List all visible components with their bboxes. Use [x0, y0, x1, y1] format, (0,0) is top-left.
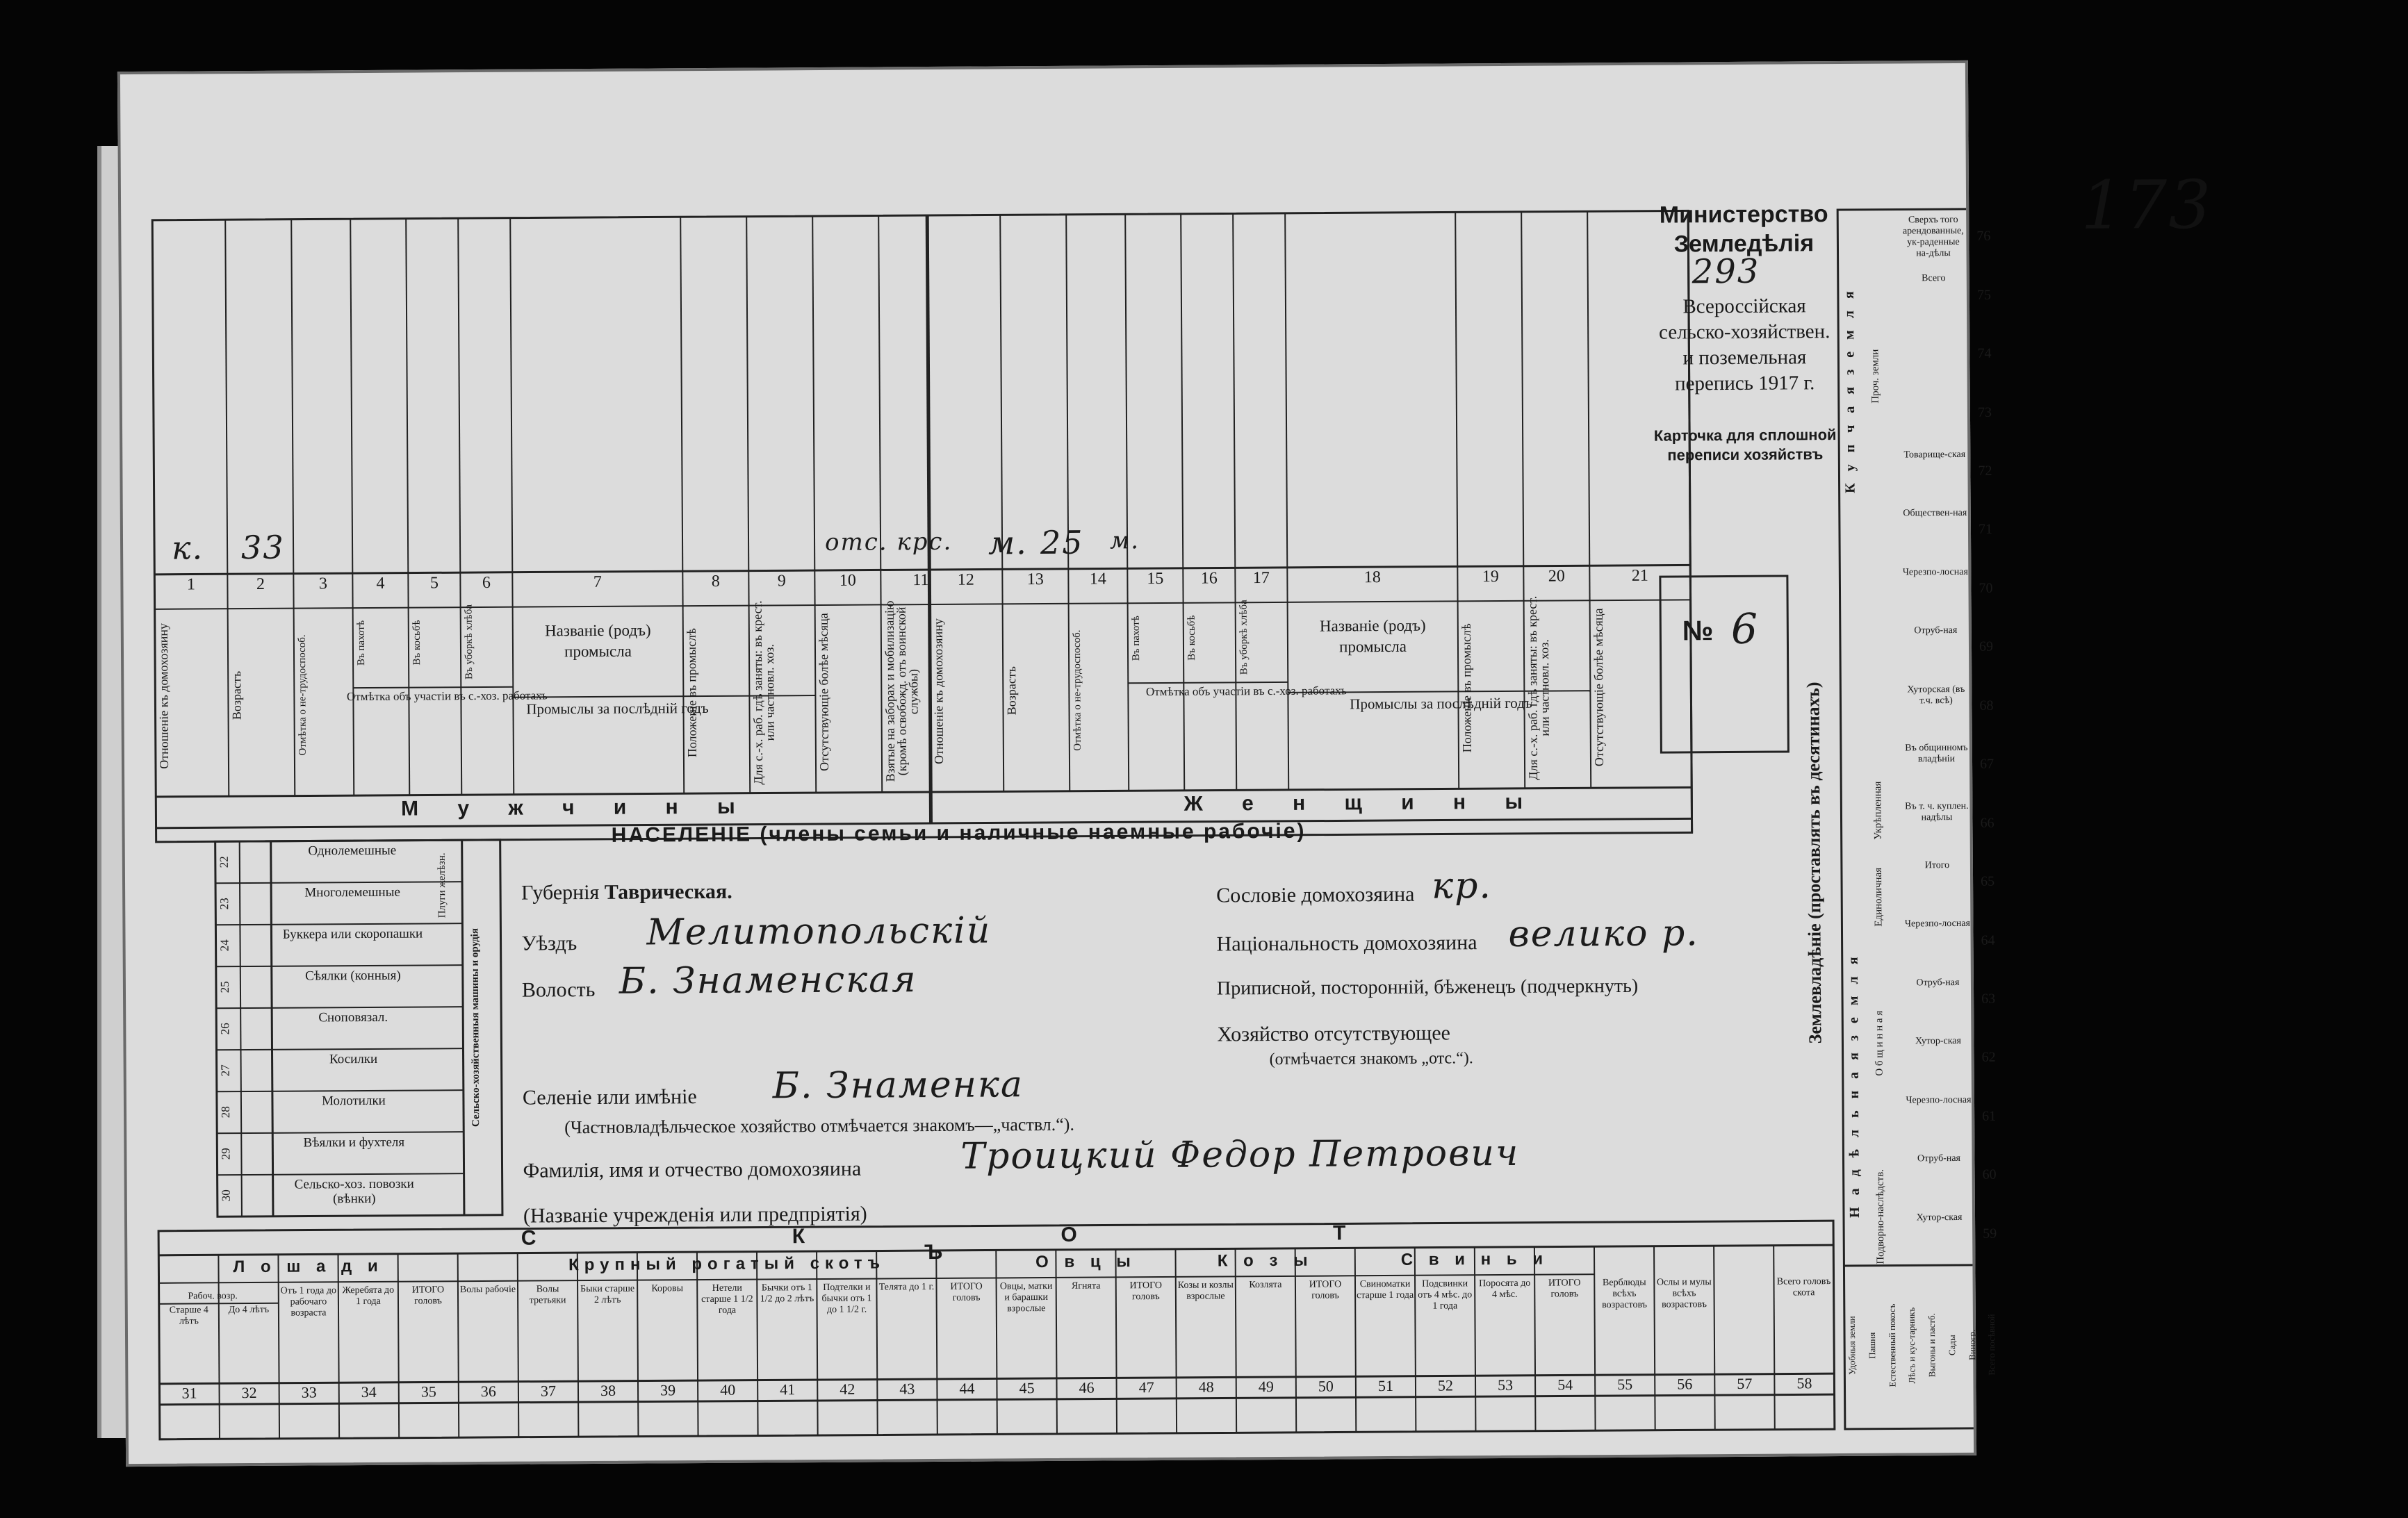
livestock-col-number: 33	[301, 1383, 317, 1401]
women-col-number: 15	[1147, 569, 1164, 588]
livestock-col-label: Козлята	[1249, 1279, 1282, 1291]
livestock-col-number: 52	[1437, 1376, 1454, 1394]
livestock-col-number: 40	[720, 1380, 736, 1399]
men-col-number: 11	[912, 571, 929, 590]
implement-number: 23	[218, 898, 231, 910]
livestock-group-label: Крупный рогатый скотъ	[568, 1253, 886, 1275]
women-col-label: Въ пахотѣ	[1130, 615, 1142, 661]
livestock-col-number: 45	[1019, 1379, 1035, 1397]
women-col-number: 13	[1026, 570, 1044, 589]
men-col-number: 8	[711, 572, 720, 591]
land-col-label: Черезпо-лосная	[1902, 566, 1968, 578]
land-col-number: 76	[1976, 228, 1991, 245]
livestock-col-label: Волы третьяки	[529, 1284, 566, 1306]
men-col-number: 4	[376, 574, 385, 593]
absent-note: (отмѣчается знакомъ „отс.“).	[1269, 1049, 1473, 1069]
land-col-number: 74	[1977, 345, 1992, 361]
handwritten-relation: к.	[171, 529, 204, 567]
land-col-number: 68	[1979, 698, 1994, 713]
archive-number: 173	[2080, 165, 2213, 245]
obsh-label: О б щ и н н а я	[1874, 1010, 1885, 1076]
livestock-group-label: О в ц ы	[1035, 1252, 1136, 1272]
men-col-label: Отсутствующіе болѣе мѣсяца	[816, 613, 832, 771]
livestock-col-number: 51	[1377, 1376, 1394, 1395]
men-col-label: Взятые на заборах и мобилизацію (кромѣ освобожд. отъ воинской службы)	[882, 600, 921, 782]
card-number-value: 6	[1730, 604, 1760, 654]
podvor-label: Подворно-наслѣдств.	[1874, 1169, 1887, 1265]
ministry-title: Министерство Земледѣлія	[1659, 201, 1828, 258]
implement-label: Вѣялки и фухтеля	[303, 1135, 405, 1150]
horses-subheader: Рабоч. возр.	[188, 1291, 238, 1302]
women-participation-subheader: Отмѣтка объ участіи въ с.-хоз. работахъ	[1145, 684, 1347, 699]
implement-number: 22	[217, 856, 231, 868]
land-col-label: Хутор-ская	[1915, 1036, 1961, 1047]
land-col-label: Хуторская (въ т.ч. всѣ)	[1907, 684, 1965, 706]
livestock-col-number: 31	[181, 1384, 197, 1402]
men-col-label: Положеніе въ промыслѣ	[684, 628, 699, 758]
soslovie-value: кр.	[1431, 865, 1493, 907]
livestock-col-number: 48	[1198, 1378, 1214, 1396]
land-col-label: Итого	[1924, 859, 1950, 871]
men-col-label: Въ пахотѣ	[355, 620, 368, 666]
men-col-label: Отмѣтка о не-трудоспособ.	[296, 634, 309, 756]
edinol-label: Единоличная	[1872, 868, 1885, 927]
livestock-col-number: 58	[1796, 1374, 1812, 1392]
men-col-number: 5	[429, 574, 439, 593]
livestock-group-label: К о з ы	[1217, 1251, 1313, 1271]
livestock-col-number: 50	[1318, 1377, 1334, 1395]
land-col-label: Товарище-ская	[1903, 449, 1966, 461]
livestock-col-label: Всего головъ скота	[1776, 1276, 1831, 1298]
land-footer-label: Пашня	[1866, 1332, 1878, 1359]
men-col-number: 1	[186, 575, 195, 594]
livestock-col-number: 34	[361, 1383, 377, 1401]
land-footer-label: Всего посѣвной	[1986, 1314, 1997, 1376]
women-col-number: 19	[1482, 568, 1499, 586]
volost-value: Б. Знаменская	[619, 959, 917, 1003]
livestock-col-label: Овцы, матки и барашки взрослые	[999, 1280, 1053, 1314]
livestock-col-label: Бычки отъ 1 1/2 до 2 лѣтъ	[760, 1282, 814, 1305]
men-col-number: 7	[593, 572, 602, 591]
land-col-number: 71	[1978, 522, 1993, 538]
livestock-col-label: Козы и козлы взрослые	[1177, 1280, 1234, 1302]
land-col-label: Сверхъ того арендованные, ук-раденные на-дѣлы	[1902, 214, 1964, 259]
livestock-col-number: 36	[480, 1382, 496, 1400]
land-footer-label: Лѣсъ и кус-тарникъ	[1906, 1307, 1917, 1384]
implements-title: Сельско-хозяйственныя машины и орудія	[469, 927, 482, 1128]
livestock-col-label: Ослы и мулы всѣхъ возрастовъ	[1656, 1277, 1712, 1310]
livestock-col-number: 43	[899, 1380, 915, 1398]
women-col-label: Отмѣтка о не-трудоспособ.	[1071, 629, 1083, 751]
women-col-number: 21	[1631, 566, 1648, 585]
livestock-col-number: 46	[1079, 1378, 1095, 1396]
livestock-col-label: ИТОГО головъ	[1548, 1278, 1581, 1300]
handwritten-age: 33	[240, 528, 285, 567]
women-col-number: 20	[1548, 567, 1565, 586]
livestock-col-number: 37	[540, 1382, 557, 1400]
men-col-label: Въ косьбѣ	[411, 619, 423, 666]
volost-field: Волость	[521, 977, 596, 1002]
land-col-number: 69	[1979, 639, 1994, 655]
land-col-number: 59	[1983, 1226, 1997, 1241]
selenie-note: (Частновладѣльческое хозяйство отмѣчается знакомъ—„частвл.“).	[564, 1114, 1074, 1138]
livestock-col-label: Старше 4 лѣтъ	[169, 1305, 208, 1327]
fio-value: Троицкий Федор Петрович	[960, 1132, 1520, 1178]
nation-value: велико р.	[1508, 912, 1700, 955]
women-col-label: Названіе (родъ) промысла	[1319, 616, 1426, 656]
land-col-label: Обществен-ная	[1903, 508, 1967, 519]
implements-side-label: Плуги желѣзн.	[436, 852, 448, 918]
uezd-value: Мелитопольскій	[646, 909, 992, 954]
livestock-col-label: До 4 лѣтъ	[228, 1304, 270, 1316]
land-col-label: Въ т. ч. куплен. надѣлы	[1905, 801, 1969, 823]
land-footer-label: Естественный покосъ	[1886, 1303, 1898, 1387]
livestock-col-number: 54	[1557, 1376, 1573, 1394]
institution-field: (Названіе учрежденія или предпріятія)	[523, 1202, 867, 1228]
implement-label: Сельско-хоз. повозки (вѣнки)	[294, 1176, 414, 1207]
women-col-number: 16	[1200, 569, 1218, 588]
men-col-label: Названіе (родъ) промысла	[544, 621, 651, 661]
land-col-label: Хутор-ская	[1916, 1212, 1963, 1223]
women-col-number: 18	[1363, 568, 1381, 587]
uezd-field: Уѣздъ	[521, 932, 578, 955]
livestock-col-number: 47	[1138, 1378, 1154, 1396]
livestock-col-number: 55	[1617, 1375, 1633, 1394]
women-label: Ж е н щ и н ы	[1183, 790, 1540, 816]
men-col-number: 10	[839, 571, 856, 590]
implement-label: Косилки	[329, 1051, 378, 1067]
livestock-col-label: Верблюды всѣхъ возрастовъ	[1601, 1277, 1648, 1311]
handwritten-absent: отс. крс.	[824, 527, 953, 556]
livestock-col-label: Нетели старше 1 1/2 года	[701, 1282, 753, 1316]
land-col-number: 73	[1977, 404, 1992, 420]
livestock-col-label: ИТОГО головъ	[1309, 1279, 1342, 1301]
livestock-group-label: Л о ш а д и	[233, 1256, 384, 1277]
implement-label: Буккера или скоропашки	[282, 926, 423, 942]
status-field: Приписной, посторонній, бѣженецъ (подчеркнуть)	[1216, 975, 1639, 1000]
women-col-label: Положеніе въ промыслѣ	[1459, 623, 1474, 753]
women-col-label: Отсутствующіе болѣе мѣсяца	[1591, 608, 1607, 767]
livestock-group-label: С в и н ь и	[1400, 1249, 1549, 1269]
land-col-number: 75	[1976, 287, 1991, 303]
livestock-col-number: 56	[1677, 1375, 1693, 1393]
men-col-number: 2	[256, 575, 265, 593]
men-col-label: Возрастъ	[229, 670, 244, 720]
ukrepl-label: Укрѣпленная	[1872, 781, 1884, 840]
land-col-number: 64	[1981, 932, 1995, 948]
handwritten-women-note: м.	[1109, 527, 1140, 555]
land-title: Землевладѣніе (проставлять въ десятинахъ)	[1803, 682, 1826, 1044]
implement-number: 26	[218, 1023, 232, 1035]
men-col-number: 6	[482, 573, 491, 592]
livestock-col-label: Волы рабочіе	[459, 1284, 516, 1296]
men-col-label: Отношеніе къ домохозяину	[156, 622, 172, 769]
land-col-number: 63	[1981, 991, 1996, 1007]
implement-label: Многолемешные	[304, 884, 400, 900]
land-col-number: 61	[1982, 1108, 1997, 1124]
livestock-col-number: 42	[839, 1380, 855, 1398]
livestock-col-label: Коровы	[651, 1283, 684, 1294]
implement-label: Молотилки	[321, 1093, 386, 1109]
livestock-col-label: Отъ 1 года до рабочаго возраста	[280, 1285, 337, 1319]
land-col-number: 65	[1980, 873, 1995, 889]
selenie-value: Б. Знаменка	[772, 1064, 1024, 1107]
livestock-col-number: 35	[420, 1383, 436, 1401]
livestock-col-label: Поросята до 4 мѣс.	[1479, 1278, 1531, 1301]
implement-label: Однолемешные	[308, 843, 397, 859]
implement-number: 28	[218, 1106, 233, 1119]
land-col-label: Отруб-ная	[1917, 1153, 1961, 1164]
livestock-col-number: 39	[660, 1381, 676, 1399]
men-col-label: Въ уборкѣ хлѣба	[463, 604, 475, 680]
land-col-label: Въ общинномъ владѣніи	[1905, 742, 1968, 765]
women-col-number: 14	[1089, 570, 1106, 588]
card-number-box	[1659, 575, 1789, 753]
men-label: М у ж ч и н ы	[400, 795, 752, 820]
implement-number: 25	[218, 981, 231, 993]
land-col-label: Всего	[1922, 273, 1946, 284]
census-card	[117, 60, 2213, 1467]
land-col-number: 72	[1978, 463, 1992, 479]
implement-number: 29	[219, 1148, 233, 1160]
women-col-label: Отношеніе къ домохозяину	[931, 618, 947, 764]
livestock-col-number: 49	[1258, 1378, 1274, 1396]
livestock-col-label: ИТОГО головъ	[411, 1285, 445, 1307]
land-col-label: Отруб-ная	[1916, 977, 1960, 989]
population-title: НАСЕЛЕНІЕ (члены семьи и наличные наемные рабочіе)	[611, 819, 1307, 847]
soslovie-field: Сословіе домохозяина	[1216, 882, 1415, 907]
livestock-col-label: ИТОГО головъ	[1129, 1280, 1163, 1303]
handwritten-women-age: 25	[1040, 523, 1084, 562]
men-col-label: Для с.-х. раб. гдѣ заняты: въ крест. или частновл. хоз.	[750, 600, 777, 785]
land-col-number: 70	[1979, 580, 1993, 596]
livestock-col-label: Ягнята	[1071, 1280, 1101, 1292]
proch-label: Проч. земли	[1869, 349, 1881, 404]
women-trades-subheader: Промыслы за послѣдній годъ	[1350, 694, 1532, 713]
implement-label: Сноповязал.	[318, 1009, 388, 1025]
land-col-label: Черезпо-лосная	[1906, 1094, 1972, 1106]
handwritten-women-relation: м.	[988, 524, 1028, 562]
implement-number: 24	[218, 939, 231, 952]
implement-number: 27	[218, 1064, 232, 1077]
land-col-number: 66	[1980, 815, 1995, 831]
livestock-col-label: ИТОГО головъ	[950, 1281, 983, 1303]
women-col-label: Для с.-х. раб. гдѣ заняты: въ крест. или частновл. хоз.	[1525, 595, 1552, 780]
land-footer-label: Сады	[1946, 1335, 1957, 1356]
land-col-label: Отруб-ная	[1914, 625, 1958, 636]
men-participation-subheader: Отмѣтка объ участіи въ с.-хоз. работахъ	[346, 688, 548, 704]
livestock-col-label: Свиноматки старше 1 года	[1357, 1278, 1414, 1301]
men-col-number: 3	[318, 575, 327, 593]
census-title: Всероссійская сельско-хозяйствен. и поземельная перепись 1917 г.	[1658, 295, 1830, 395]
livestock-col-label: Подтелки и бычки отъ 1 до 1 1/2 г.	[821, 1282, 872, 1315]
card-number-label: №	[1682, 616, 1714, 647]
fio-field: Фамилія, имя и отчество домохозяина	[523, 1157, 862, 1182]
implement-number: 30	[219, 1189, 233, 1202]
nation-field: Національность домохозяина	[1216, 931, 1477, 956]
livestock-col-number: 57	[1737, 1374, 1753, 1392]
kupch-label: К у п ч а я з е м л я	[1841, 287, 1858, 494]
livestock-col-number: 44	[959, 1379, 975, 1397]
land-footer-label: Удобныя земли	[1846, 1316, 1858, 1376]
guberniya-field: Губернія Таврическая.	[521, 880, 732, 905]
nadel-label: Н а д ѣ л ь н а я з е м л я	[1845, 952, 1863, 1218]
card-type: Карточка для сплошной переписи хозяйствъ	[1653, 426, 1837, 464]
land-footer-label: Виногр.	[1966, 1329, 1977, 1361]
livestock-col-number: 32	[241, 1383, 257, 1402]
livestock-col-number: 38	[600, 1381, 616, 1399]
livestock-col-number: 41	[780, 1380, 796, 1399]
women-col-number: 12	[957, 570, 974, 589]
men-col-number: 9	[777, 572, 786, 591]
women-col-label: Въ уборкѣ хлѣба	[1238, 600, 1250, 675]
livestock-title: С К О Т Ъ	[521, 1221, 1471, 1264]
absent-field: Хозяйство отсутствующее	[1217, 1021, 1451, 1046]
women-col-label: Въ косьбѣ	[1186, 615, 1198, 661]
land-footer-label: Выгоны и пастб.	[1926, 1313, 1938, 1378]
land-col-label: Черезпо-лосная	[1904, 918, 1971, 930]
men-trades-subheader: Промыслы за послѣдній годъ	[526, 699, 709, 718]
livestock-col-label: Жеребята до 1 года	[342, 1285, 395, 1307]
livestock-col-number: 53	[1497, 1376, 1514, 1394]
livestock-col-label: Быки старше 2 лѣтъ	[580, 1283, 635, 1305]
selenie-field: Селеніе или имѣніе	[522, 1085, 697, 1109]
women-col-label: Возрастъ	[1004, 666, 1019, 716]
handwritten-card-number: 293	[1692, 251, 1760, 292]
land-col-number: 67	[1979, 756, 1995, 773]
women-col-number: 17	[1252, 569, 1270, 588]
land-col-number: 62	[1981, 1050, 1996, 1066]
implement-label: Сѣялки (конныя)	[304, 968, 401, 984]
livestock-col-label: Телята до 1 г.	[878, 1282, 935, 1293]
land-col-number: 60	[1982, 1166, 1997, 1183]
livestock-col-label: Подсвинки отъ 4 мѣс. до 1 года	[1418, 1278, 1473, 1312]
